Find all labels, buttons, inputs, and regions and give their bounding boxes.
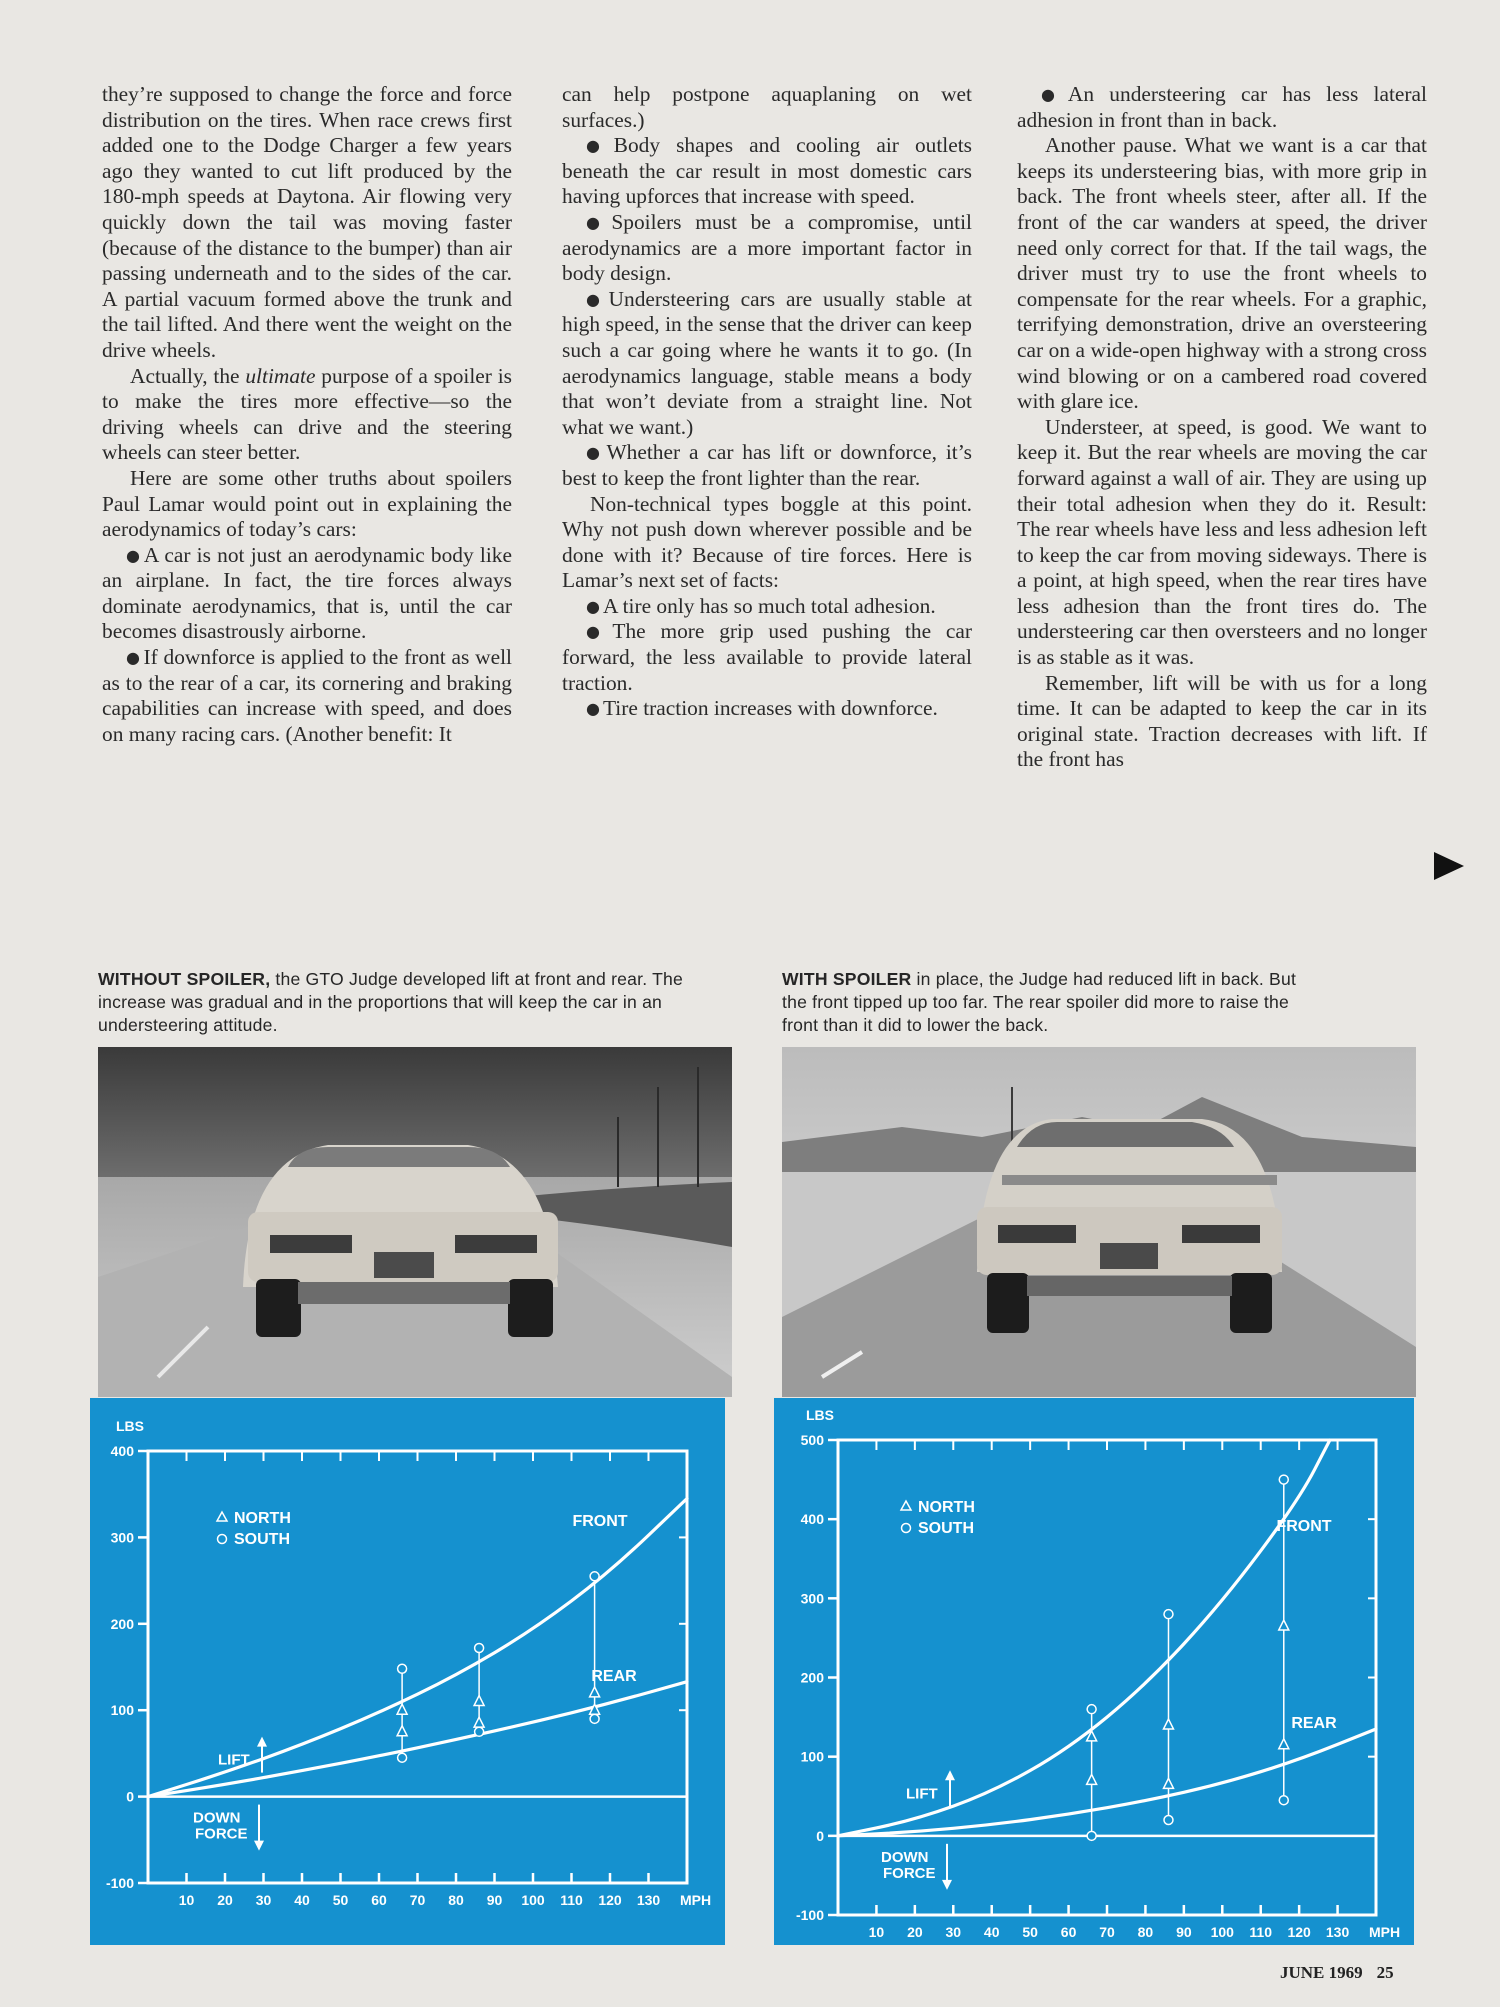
north-point bbox=[590, 1687, 600, 1697]
paragraph-text: An understeering car has less lateral adhesion in front than in back. bbox=[1017, 82, 1427, 132]
y-tick-label: 300 bbox=[800, 1590, 824, 1607]
lift-label: LIFT bbox=[906, 1785, 938, 1803]
lift-chart-with-spoiler bbox=[774, 1398, 1414, 1945]
circle-marker-icon bbox=[218, 1535, 227, 1544]
y-tick-label: -100 bbox=[105, 1875, 134, 1891]
x-tick-label: 10 bbox=[178, 1892, 195, 1908]
north-point bbox=[397, 1726, 407, 1736]
series-label-rear: REAR bbox=[1291, 1715, 1337, 1732]
y-tick-label: 100 bbox=[800, 1748, 824, 1765]
article-column-2 bbox=[562, 82, 972, 722]
south-point bbox=[1164, 1816, 1173, 1825]
paragraph bbox=[562, 210, 972, 287]
caption-lead: WITH SPOILER bbox=[782, 969, 912, 989]
paragraph bbox=[1017, 671, 1427, 773]
legend-south: SOUTH bbox=[234, 1531, 290, 1548]
paragraph bbox=[102, 645, 512, 747]
paragraph-text: Non-technical types boggle at this point. Why not push down wherever possible and be done with it? Because of tire forces. Here is Lamar’s next set of facts: bbox=[562, 491, 972, 593]
caption-lead: WITHOUT SPOILER, bbox=[98, 969, 271, 989]
bullet-icon: ● bbox=[586, 289, 606, 309]
paragraph bbox=[562, 440, 972, 491]
y-tick-label: 300 bbox=[110, 1529, 134, 1546]
y-tick-label: 400 bbox=[110, 1443, 134, 1459]
x-tick-label: 100 bbox=[1210, 1924, 1234, 1940]
y-axis-label: LBS bbox=[806, 1407, 834, 1423]
x-tick-label: 110 bbox=[560, 1892, 583, 1908]
article-column-1 bbox=[102, 82, 512, 747]
force-label: FORCE bbox=[883, 1864, 936, 1882]
y-tick-label: 100 bbox=[110, 1702, 134, 1719]
x-tick-label: 120 bbox=[1287, 1924, 1311, 1940]
x-tick-label: 50 bbox=[332, 1892, 349, 1908]
emphasis-text: ultimate bbox=[245, 363, 316, 388]
paragraph bbox=[562, 82, 972, 133]
paragraph bbox=[1017, 133, 1427, 415]
south-point bbox=[398, 1664, 407, 1673]
x-tick-label: 120 bbox=[598, 1892, 622, 1908]
bullet-icon: ● bbox=[586, 596, 600, 616]
bullet-icon: ● bbox=[586, 443, 604, 463]
y-tick-label: 200 bbox=[110, 1615, 134, 1632]
x-tick-label: 70 bbox=[409, 1892, 426, 1908]
x-tick-label: 110 bbox=[1249, 1924, 1273, 1940]
x-tick-label: 60 bbox=[1060, 1924, 1077, 1940]
chart-svg-left bbox=[90, 1398, 725, 1945]
y-tick-label: 0 bbox=[126, 1788, 134, 1805]
paragraph-text: Tire traction increases with downforce. bbox=[602, 696, 938, 721]
page-number: 25 bbox=[1376, 1963, 1394, 1982]
x-tick-label: 20 bbox=[217, 1892, 233, 1908]
paragraph-text: Whether a car has lift or downforce, it’s best to keep the front lighter than the rear. bbox=[562, 440, 972, 490]
series-label-rear: REAR bbox=[591, 1668, 637, 1685]
x-axis-unit: MPH bbox=[1369, 1924, 1401, 1940]
north-point bbox=[1087, 1774, 1097, 1784]
south-point bbox=[475, 1643, 484, 1652]
x-tick-label: 130 bbox=[1325, 1924, 1350, 1940]
series-label-front: FRONT bbox=[1276, 1518, 1332, 1535]
paragraph bbox=[562, 696, 972, 722]
paragraph-text: can help postpone aquaplaning on wet surfaces.) bbox=[562, 82, 972, 132]
article-column-3 bbox=[1017, 82, 1427, 773]
x-axis-unit: MPH bbox=[680, 1892, 712, 1908]
south-point bbox=[590, 1572, 599, 1581]
paragraph bbox=[562, 492, 972, 594]
bullet-icon: ● bbox=[126, 545, 141, 565]
north-point bbox=[474, 1717, 484, 1727]
paragraph-text: Spoilers must be a compromise, until aerodynamics are a more important factor in body design. bbox=[562, 209, 972, 286]
x-tick-label: 10 bbox=[868, 1924, 885, 1940]
paragraph-text: Here are some other truths about spoilers Paul Lamar would point out in explaining the aerodynamics of today’s cars: bbox=[102, 465, 512, 542]
series-label-front: FRONT bbox=[572, 1513, 628, 1530]
x-tick-label: 80 bbox=[448, 1892, 464, 1908]
bullet-icon: ● bbox=[126, 648, 141, 668]
down-label: DOWN bbox=[881, 1848, 929, 1866]
caption-without-spoiler bbox=[98, 968, 698, 1037]
x-tick-label: 30 bbox=[255, 1892, 272, 1908]
paragraph-text: they’re supposed to change the force and force distribution on the tires. When race crews first added one to the Dodge Charger a few years ago they wanted to cut lift produced by the 180-mph speeds at Daytona. Air flowing very quickly down the tail was moving faster (because of the distance to the bumper) than air passing underneath and to the sides of the car. A partial vacuum formed above the trunk and the tail lifted. And there went the weight on the drive wheels. bbox=[102, 82, 512, 362]
lift-label: LIFT bbox=[218, 1751, 250, 1769]
paragraph-text: purpose of a spoiler is to make the tires more effective—so the driving wheels can drive and the steering wheels can steer better. bbox=[102, 363, 512, 465]
series-line-rear bbox=[838, 1729, 1376, 1836]
circle-marker-icon bbox=[902, 1524, 911, 1533]
paragraph bbox=[102, 364, 512, 466]
y-tick-label: -100 bbox=[795, 1907, 824, 1923]
paragraph-text: The more grip used pushing the car forward, the less available to provide lateral traction. bbox=[562, 619, 972, 695]
y-tick-label: 200 bbox=[800, 1669, 824, 1686]
issue-date: JUNE 1969 bbox=[1280, 1963, 1363, 1982]
caption-with-spoiler bbox=[782, 968, 1322, 1037]
x-tick-label: 80 bbox=[1137, 1924, 1154, 1940]
x-tick-label: 40 bbox=[983, 1924, 1000, 1940]
bullet-icon: ● bbox=[586, 212, 609, 232]
bullet-icon: ● bbox=[1041, 85, 1065, 104]
paragraph-text: Another pause. What we want is a car that keeps its understeering bias, with more grip in back. The front wheels steer, after all. If the front of the car wanders at speed, the driver need only correct for that. If the tail wags, the driver must try to use the front wheels to compensate for the rear wheels. For a graphic, terrifying demonstration, drive an oversteering car on a wide-open highway with a strong cross wind blowing or on a cambered road covered with glare ice. bbox=[1017, 133, 1427, 414]
chart-svg-right bbox=[774, 1398, 1414, 1945]
continued-arrow-icon bbox=[1434, 852, 1464, 880]
x-tick-label: 60 bbox=[371, 1892, 387, 1908]
photo-gto-without-spoiler bbox=[98, 1047, 732, 1397]
paragraph-text: Understeer, at speed, is good. We want to keep it. But the rear wheels are moving the car forward against a wall of air. They are using up their total adhesion when they do it. Result: The rear wheels have less and less adhesion left to keep the car from moving sideways. There is a point, at high speed, when the rear tires have less adhesion than the front tires do. The understeering car then oversteers and no longer is as stable as it was. bbox=[1017, 414, 1427, 670]
paragraph bbox=[562, 594, 972, 620]
paragraph bbox=[1017, 415, 1427, 671]
bullet-icon: ● bbox=[586, 136, 611, 156]
south-point bbox=[475, 1727, 484, 1736]
lift-arrowhead-icon bbox=[945, 1770, 955, 1780]
legend-north: NORTH bbox=[918, 1499, 975, 1516]
x-tick-label: 30 bbox=[945, 1924, 962, 1940]
south-point bbox=[1279, 1475, 1288, 1484]
paragraph-text: A tire only has so much total adhesion. bbox=[602, 593, 936, 618]
x-tick-label: 40 bbox=[294, 1892, 310, 1908]
caption-text: in place, the Judge had reduced lift in back. But the front tipped up too far. The rear spoiler did more to raise the front than it did to lower the back. bbox=[782, 969, 1297, 1035]
north-point bbox=[1279, 1620, 1289, 1630]
paragraph bbox=[102, 466, 512, 543]
caption-text: the GTO Judge developed lift at front and rear. The increase was gradual and in the proportions that will keep the car in an understeering attitude. bbox=[98, 969, 683, 1035]
y-tick-label: 500 bbox=[800, 1432, 824, 1448]
lift-chart-without-spoiler bbox=[90, 1398, 725, 1945]
south-point bbox=[1279, 1796, 1288, 1805]
north-point bbox=[1163, 1719, 1173, 1729]
triangle-marker-icon bbox=[901, 1501, 911, 1510]
paragraph-text: Understeering cars are usually stable at high speed, in the sense that the driver can keep such a car going where he wants it to go. (In aerodynamics language, stable means a body that won’t deviate from a straight line. Not what we want.) bbox=[562, 286, 973, 439]
south-point bbox=[1087, 1831, 1096, 1840]
south-point bbox=[398, 1753, 407, 1762]
x-tick-label: 50 bbox=[1022, 1924, 1038, 1940]
x-tick-label: 90 bbox=[1176, 1924, 1192, 1940]
y-axis-label: LBS bbox=[116, 1418, 144, 1434]
paragraph bbox=[562, 133, 972, 210]
x-tick-label: 100 bbox=[521, 1892, 545, 1908]
legend-north: NORTH bbox=[234, 1510, 291, 1527]
north-point bbox=[1163, 1778, 1173, 1788]
x-tick-label: 90 bbox=[486, 1892, 503, 1908]
series-line-front bbox=[838, 1440, 1330, 1836]
series-line-rear bbox=[148, 1682, 687, 1797]
bullet-icon: ● bbox=[586, 622, 610, 642]
down-label: DOWN bbox=[193, 1809, 241, 1827]
x-tick-label: 20 bbox=[907, 1924, 923, 1940]
photo-gto-with-spoiler bbox=[782, 1047, 1416, 1397]
downforce-arrowhead-icon bbox=[254, 1841, 264, 1851]
force-label: FORCE bbox=[195, 1825, 248, 1843]
lift-arrowhead-icon bbox=[257, 1737, 267, 1747]
north-point bbox=[1279, 1739, 1289, 1749]
bullet-icon: ● bbox=[586, 699, 600, 719]
paragraph bbox=[562, 287, 972, 441]
paragraph-text: Remember, lift will be with us for a long time. It can be adapted to keep the car in its original state. Traction decreases with lift. If the front has bbox=[1017, 670, 1427, 772]
paragraph bbox=[102, 543, 512, 645]
paragraph-text: A car is not just an aerodynamic body like an airplane. In fact, the tire forces always dominate aerodynamics, that is, until the car becomes disastrously airborne. bbox=[102, 542, 512, 644]
paragraph-text: Actually, the bbox=[130, 363, 246, 388]
page-footer bbox=[1280, 1963, 1394, 1983]
paragraph bbox=[1017, 82, 1427, 133]
triangle-marker-icon bbox=[217, 1512, 227, 1521]
y-tick-label: 400 bbox=[800, 1511, 824, 1528]
north-point bbox=[474, 1696, 484, 1706]
downforce-arrowhead-icon bbox=[942, 1880, 952, 1890]
paragraph-text: If downforce is applied to the front as well as to the rear of a car, its cornering and braking capabilities can increase with speed, and does on many racing cars. (Another benefit: It bbox=[102, 645, 513, 746]
south-point bbox=[590, 1714, 599, 1723]
legend-south: SOUTH bbox=[918, 1520, 974, 1537]
paragraph-text: Body shapes and cooling air outlets beneath the car result in most domestic cars having upforces that increase with speed. bbox=[562, 133, 972, 209]
y-tick-label: 0 bbox=[816, 1827, 824, 1844]
south-point bbox=[1087, 1705, 1096, 1714]
x-tick-label: 70 bbox=[1099, 1924, 1115, 1940]
paragraph bbox=[562, 619, 972, 696]
south-point bbox=[1164, 1610, 1173, 1619]
paragraph bbox=[102, 82, 512, 364]
north-point bbox=[397, 1704, 407, 1714]
x-tick-label: 130 bbox=[636, 1892, 661, 1908]
